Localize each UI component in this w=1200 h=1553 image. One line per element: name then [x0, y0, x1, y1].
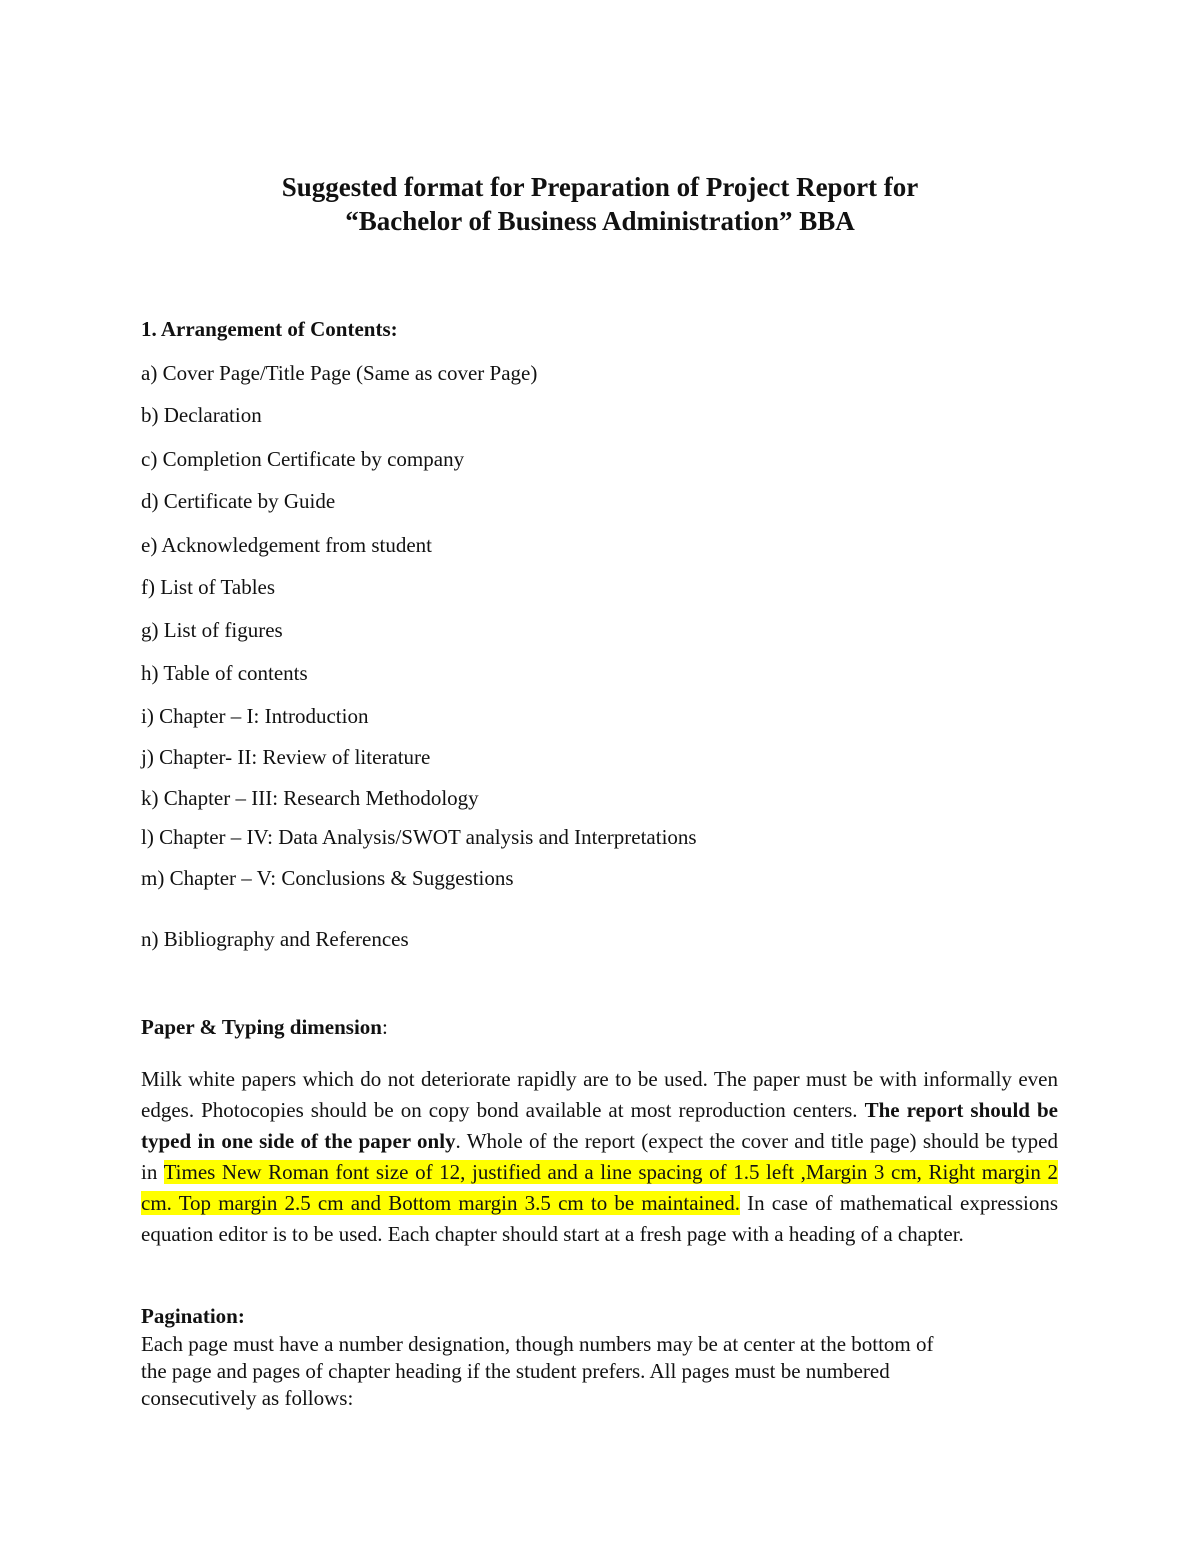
paper-bold-text: The report should be typed in one side of the paper only [141, 1098, 1059, 1153]
arrangement-item: g) List of figures [141, 618, 283, 642]
arrangement-item: n) Bibliography and References [141, 927, 409, 951]
paper-text-1: Milk white papers which do not deteriorate rapidly are to be used. The paper must be with informally even edges. Photocopies should be on copy bond available at most reproduction centers. [141, 1067, 1058, 1122]
paper-text-3: In case of mathematical expressions equation editor is to be used. Each chapter should start at a fresh page with a heading of a chapter. [141, 1191, 1059, 1246]
arrangement-item: l) Chapter – IV: Data Analysis/SWOT analysis and Interpretations [141, 825, 697, 849]
paper-highlighted-text: Times New Roman font size of 12, justified and a line spacing of 1.5 left ,Margin 3 cm, Right margin 2 cm. Top margin 2.5 cm and Bottom margin 3.5 cm to be maintained. [141, 1160, 1058, 1215]
paper-text-2: . Whole of the report (expect the cover and title page) should be typed in [141, 1129, 1058, 1184]
paper-paragraph [141, 1064, 1058, 1250]
arrangement-heading: 1. Arrangement of Contents: [141, 317, 398, 341]
pagination-line: consecutively as follows: [141, 1386, 354, 1410]
paper-heading [141, 1014, 388, 1040]
arrangement-item: h) Table of contents [141, 661, 308, 685]
arrangement-item: k) Chapter – III: Research Methodology [141, 786, 479, 810]
pagination-line: the page and pages of chapter heading if the student prefers. All pages must be numbered [141, 1359, 890, 1383]
arrangement-item: f) List of Tables [141, 575, 276, 599]
pagination-line: Each page must have a number designation, though numbers may be at center at the bottom of [141, 1332, 934, 1356]
arrangement-item: m) Chapter – V: Conclusions & Suggestions [141, 866, 514, 890]
paper-heading-text: Paper & Typing dimension [141, 1015, 382, 1039]
paper-heading-suffix: : [381, 1015, 388, 1039]
arrangement-item: b) Declaration [141, 403, 262, 427]
arrangement-item: d) Certificate by Guide [141, 489, 336, 513]
document-title-line-2: “Bachelor of Business Administration” BBA [345, 206, 855, 236]
arrangement-item: e) Acknowledgement from student [141, 533, 433, 557]
arrangement-item: i) Chapter – I: Introduction [141, 704, 369, 728]
arrangement-item: a) Cover Page/Title Page (Same as cover Page) [141, 361, 538, 385]
arrangement-item: c) Completion Certificate by company [141, 447, 465, 471]
document-title-line-1: Suggested format for Preparation of Project Report for [281, 172, 919, 202]
arrangement-item: j) Chapter- II: Review of literature [141, 745, 431, 769]
pagination-heading: Pagination: [141, 1304, 245, 1328]
